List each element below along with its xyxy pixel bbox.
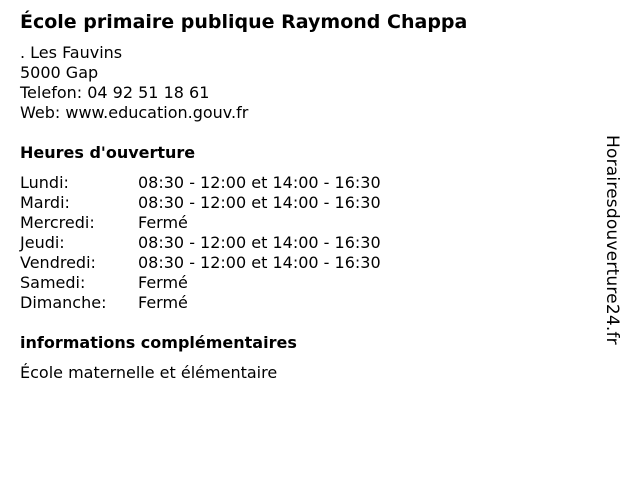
hours-day: Mardi:	[20, 193, 70, 212]
hours-day: Mercredi:	[20, 213, 95, 232]
contact-block	[20, 43, 600, 123]
hours-row-saturday	[20, 273, 600, 293]
hours-day: Jeudi:	[20, 233, 65, 252]
hours-day: Lundi:	[20, 173, 69, 192]
school-name: École primaire publique Raymond Chappa	[20, 11, 468, 33]
hours-time: Fermé	[138, 273, 188, 292]
hours-time: Fermé	[138, 213, 188, 232]
address-city: 5000 Gap	[20, 63, 99, 82]
hours-time: 08:30 - 12:00 et 14:00 - 16:30	[138, 233, 381, 252]
additional-info-heading: informations complémentaires	[20, 333, 297, 352]
opening-hours-table	[20, 173, 600, 313]
site-watermark: Horairesdouverture24.fr	[602, 135, 622, 345]
opening-hours-heading: Heures d'ouverture	[20, 143, 196, 162]
website: Web: www.education.gouv.fr	[20, 103, 249, 122]
address-street: . Les Fauvins	[20, 43, 123, 62]
hours-row-sunday	[20, 293, 600, 313]
hours-time: 08:30 - 12:00 et 14:00 - 16:30	[138, 173, 381, 192]
hours-row-wednesday	[20, 213, 600, 233]
hours-time: Fermé	[138, 293, 188, 312]
hours-day: Samedi:	[20, 273, 86, 292]
listing-content	[20, 9, 600, 383]
hours-time: 08:30 - 12:00 et 14:00 - 16:30	[138, 253, 381, 272]
additional-info-text: École maternelle et élémentaire	[20, 363, 278, 382]
hours-row-tuesday	[20, 193, 600, 213]
hours-day: Vendredi:	[20, 253, 96, 272]
hours-time: 08:30 - 12:00 et 14:00 - 16:30	[138, 193, 381, 212]
phone-number: Telefon: 04 92 51 18 61	[20, 83, 210, 102]
hours-day: Dimanche:	[20, 293, 107, 312]
hours-row-friday	[20, 253, 600, 273]
hours-row-thursday	[20, 233, 600, 253]
hours-row-monday	[20, 173, 600, 193]
